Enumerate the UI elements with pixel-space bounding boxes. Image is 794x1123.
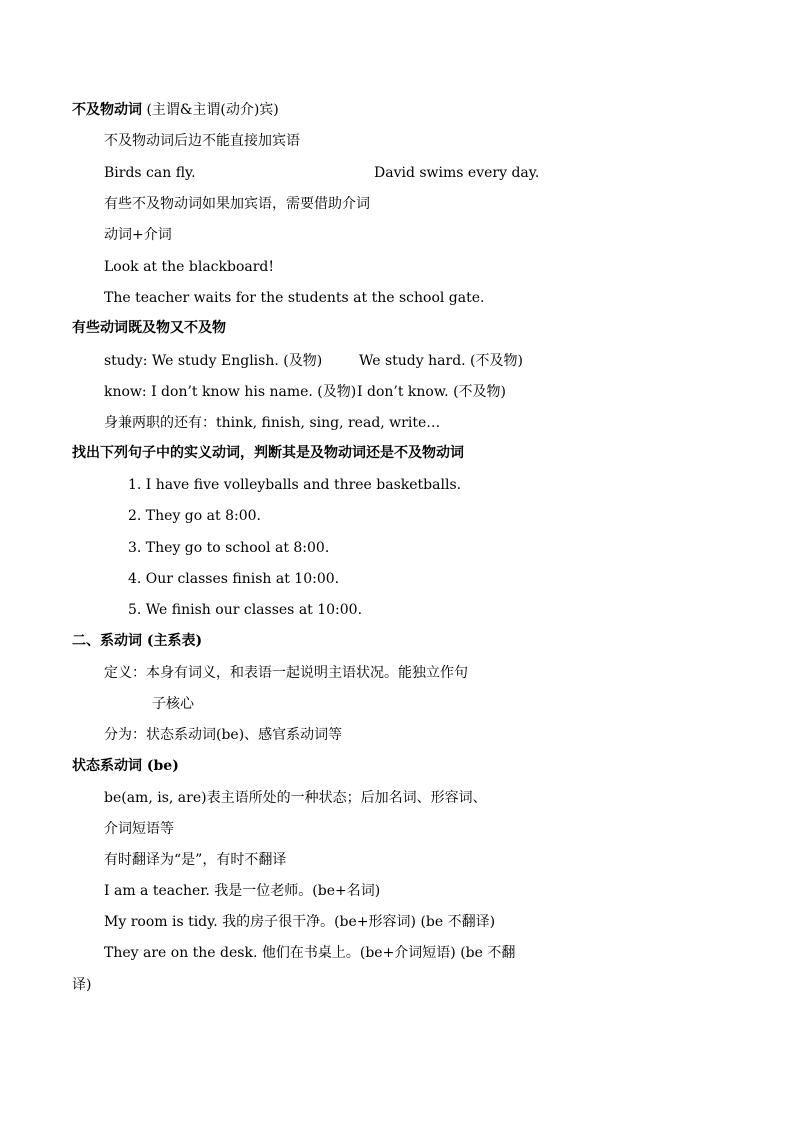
study-line bbox=[104, 351, 534, 371]
section1-pattern: 动词+介词 bbox=[104, 227, 172, 243]
know-intransitive: I don’t know. (不及物) bbox=[357, 384, 506, 400]
section1-examples-line bbox=[104, 163, 540, 183]
section1-rule2: 有些不及物动词如果加宾语，需要借助介词 bbox=[104, 196, 370, 212]
know-transitive: know: I don’t know his name. (及物) bbox=[104, 384, 357, 400]
section1-heading-note: (主谓&主谓(动介)宾) bbox=[142, 102, 279, 118]
section3-heading: 二、系动词 (主系表) bbox=[72, 633, 203, 649]
section2-heading: 有些动词既及物又不及物 bbox=[72, 320, 226, 336]
section4-heading: 状态系动词 (be) bbox=[72, 758, 179, 774]
section1-rule: 不及物动词后边不能直接加宾语 bbox=[104, 133, 300, 149]
be-example-2: My room is tidy. 我的房子很干净。(be+形容词) (be 不翻译) bbox=[104, 914, 496, 930]
translation-note: 有时翻译为“是”，有时不翻译 bbox=[104, 852, 287, 868]
study-intransitive: We study hard. (不及物) bbox=[359, 353, 523, 369]
be-example-1: I am a teacher. 我是一位老师。(be+名词) bbox=[104, 883, 381, 899]
be-description-1: be(am, is, are)表主语所处的一种状态；后加名词、形容词、 bbox=[104, 790, 487, 806]
example-look: Look at the blackboard! bbox=[104, 259, 275, 275]
study-transitive: study: We study English. (及物) bbox=[104, 353, 323, 369]
definition-line-2: 子核心 bbox=[152, 696, 194, 712]
know-line bbox=[104, 382, 534, 402]
example-david: David swims every day. bbox=[374, 165, 540, 181]
be-example-3-continued: 译) bbox=[72, 977, 92, 993]
exercise-item-5: 5. We finish our classes at 10:00. bbox=[128, 602, 363, 618]
example-birds: Birds can fly. bbox=[104, 165, 196, 181]
exercise-heading: 找出下列句子中的实义动词，判断其是及物动词还是不及物动词 bbox=[72, 445, 464, 461]
section1-heading: 不及物动词 bbox=[72, 102, 142, 118]
be-example-3: They are on the desk. 他们在书桌上。(be+介词短语) (be 不翻 bbox=[104, 945, 516, 961]
exercise-item-3: 3. They go to school at 8:00. bbox=[128, 540, 330, 556]
section1-heading-line bbox=[72, 100, 279, 120]
exercise-item-1: 1. I have five volleyballs and three basketballs. bbox=[128, 477, 462, 493]
exercise-item-4: 4. Our classes finish at 10:00. bbox=[128, 571, 340, 587]
division-line: 分为：状态系动词(be)、感官系动词等 bbox=[104, 727, 343, 743]
dual-verbs-list: 身兼两职的还有：think, finish, sing, read, write… bbox=[104, 415, 441, 431]
definition-line-1: 定义：本身有词义，和表语一起说明主语状况。能独立作句 bbox=[104, 665, 468, 681]
exercise-item-2: 2. They go at 8:00. bbox=[128, 508, 261, 524]
example-teacher: The teacher waits for the students at the school gate. bbox=[104, 290, 485, 306]
be-description-2: 介词短语等 bbox=[104, 821, 174, 837]
